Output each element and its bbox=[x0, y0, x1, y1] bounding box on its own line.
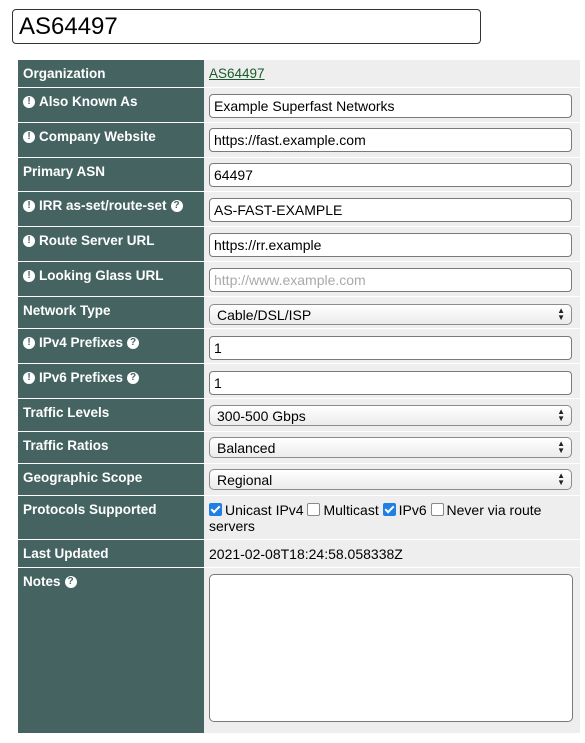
protocols-label bbox=[23, 502, 157, 517]
last-updated-value: 2021-02-08T18:24:58.058338Z bbox=[209, 546, 403, 562]
irr-label-text: IRR as-set/route-set bbox=[39, 198, 167, 213]
help-icon[interactable]: ? bbox=[171, 200, 183, 212]
checkbox-unicast-ipv4[interactable] bbox=[209, 503, 222, 516]
warning-icon: ! bbox=[23, 270, 35, 282]
row-website bbox=[18, 123, 580, 158]
protocol-option-ipv6[interactable] bbox=[383, 502, 427, 518]
looking-glass-input[interactable] bbox=[209, 268, 572, 292]
notes-label bbox=[23, 574, 77, 589]
select-updown-icon: ▲ ▼ bbox=[557, 439, 565, 455]
aka-input[interactable] bbox=[209, 94, 572, 118]
network-type-label-text: Network Type bbox=[23, 303, 111, 318]
select-updown-icon: ▲ ▼ bbox=[557, 306, 565, 322]
warning-icon: ! bbox=[23, 131, 35, 143]
help-icon[interactable]: ? bbox=[65, 576, 77, 588]
geo-scope-label bbox=[23, 470, 142, 485]
asn-input[interactable] bbox=[209, 163, 572, 187]
row-aka bbox=[18, 88, 580, 123]
ipv6-prefixes-input[interactable] bbox=[209, 371, 572, 395]
ipv4-prefixes-input[interactable] bbox=[209, 336, 572, 360]
traffic-ratios-label-text: Traffic Ratios bbox=[23, 438, 109, 453]
aka-label bbox=[23, 94, 138, 109]
organization-label bbox=[23, 66, 106, 81]
protocols-options bbox=[209, 502, 569, 534]
row-ipv6-prefixes bbox=[18, 364, 580, 399]
select-updown-icon: ▲ ▼ bbox=[557, 407, 565, 423]
traffic-levels-label bbox=[23, 405, 109, 420]
protocol-option-multicast[interactable] bbox=[307, 502, 378, 518]
network-type-select[interactable] bbox=[209, 304, 572, 325]
row-organization bbox=[18, 60, 580, 88]
ipv6-prefixes-label-text: IPv6 Prefixes bbox=[39, 370, 124, 385]
geo-scope-value: Regional bbox=[217, 472, 273, 488]
notes-label-text: Notes bbox=[23, 574, 61, 589]
website-input[interactable] bbox=[209, 128, 572, 152]
network-form bbox=[18, 60, 580, 733]
looking-glass-label-text: Looking Glass URL bbox=[39, 268, 164, 283]
checkbox-ipv6[interactable] bbox=[383, 503, 396, 516]
irr-input[interactable] bbox=[209, 198, 572, 222]
checkbox-never-via-route-servers[interactable] bbox=[431, 503, 444, 516]
row-irr bbox=[18, 192, 580, 227]
row-traffic-ratios bbox=[18, 432, 580, 464]
aka-label-text: Also Known As bbox=[39, 94, 138, 109]
help-icon[interactable]: ? bbox=[127, 337, 139, 349]
route-server-input[interactable] bbox=[209, 233, 572, 257]
network-type-label bbox=[23, 303, 111, 318]
warning-icon: ! bbox=[23, 200, 35, 212]
row-ipv4-prefixes bbox=[18, 329, 580, 364]
warning-icon: ! bbox=[23, 235, 35, 247]
row-protocols bbox=[18, 496, 580, 540]
traffic-ratios-value: Balanced bbox=[217, 440, 276, 456]
ipv6-prefixes-label bbox=[23, 370, 139, 385]
route-server-label bbox=[23, 233, 155, 248]
traffic-levels-select[interactable] bbox=[209, 405, 572, 426]
traffic-levels-value: 300-500 Gbps bbox=[217, 408, 306, 424]
traffic-levels-label-text: Traffic Levels bbox=[23, 405, 110, 420]
geo-scope-select[interactable] bbox=[209, 469, 572, 490]
irr-label bbox=[23, 198, 183, 213]
protocol-label: IPv6 bbox=[398, 502, 427, 518]
protocol-option-unicast-ipv4[interactable] bbox=[209, 502, 304, 518]
row-network-type bbox=[18, 297, 580, 329]
last-updated-label-text: Last Updated bbox=[23, 546, 109, 561]
protocol-label: Unicast IPv4 bbox=[225, 502, 304, 518]
website-label bbox=[23, 129, 156, 144]
warning-icon: ! bbox=[23, 96, 35, 108]
ipv4-prefixes-label bbox=[23, 335, 139, 350]
protocols-label-text: Protocols Supported bbox=[23, 502, 157, 517]
checkbox-multicast[interactable] bbox=[307, 503, 320, 516]
row-asn bbox=[18, 158, 580, 192]
organization-label-text: Organization bbox=[23, 66, 106, 81]
asn-label-text: Primary ASN bbox=[23, 164, 106, 179]
row-last-updated bbox=[18, 540, 580, 568]
last-updated-label bbox=[23, 546, 109, 561]
select-updown-icon: ▲ ▼ bbox=[557, 471, 565, 487]
asn-label bbox=[23, 164, 105, 179]
notes-textarea[interactable] bbox=[209, 574, 573, 722]
row-traffic-levels bbox=[18, 399, 580, 432]
website-label-text: Company Website bbox=[39, 129, 156, 144]
row-route-server bbox=[18, 227, 580, 262]
looking-glass-label bbox=[23, 268, 164, 283]
warning-icon: ! bbox=[23, 372, 35, 384]
protocol-label: Multicast bbox=[323, 502, 379, 518]
network-name-input[interactable] bbox=[12, 9, 481, 44]
traffic-ratios-select[interactable] bbox=[209, 437, 572, 458]
traffic-ratios-label bbox=[23, 438, 109, 453]
ipv4-prefixes-label-text: IPv4 Prefixes bbox=[39, 335, 124, 350]
row-looking-glass bbox=[18, 262, 580, 297]
help-icon[interactable]: ? bbox=[127, 372, 139, 384]
row-geo-scope bbox=[18, 464, 580, 496]
warning-icon: ! bbox=[23, 337, 35, 349]
route-server-label-text: Route Server URL bbox=[39, 233, 155, 248]
protocol-label: Never via route servers bbox=[209, 502, 542, 534]
geo-scope-label-text: Geographic Scope bbox=[23, 470, 143, 485]
organization-link[interactable]: AS64497 bbox=[209, 66, 265, 81]
network-type-value: Cable/DSL/ISP bbox=[217, 307, 312, 323]
row-notes bbox=[18, 568, 580, 733]
